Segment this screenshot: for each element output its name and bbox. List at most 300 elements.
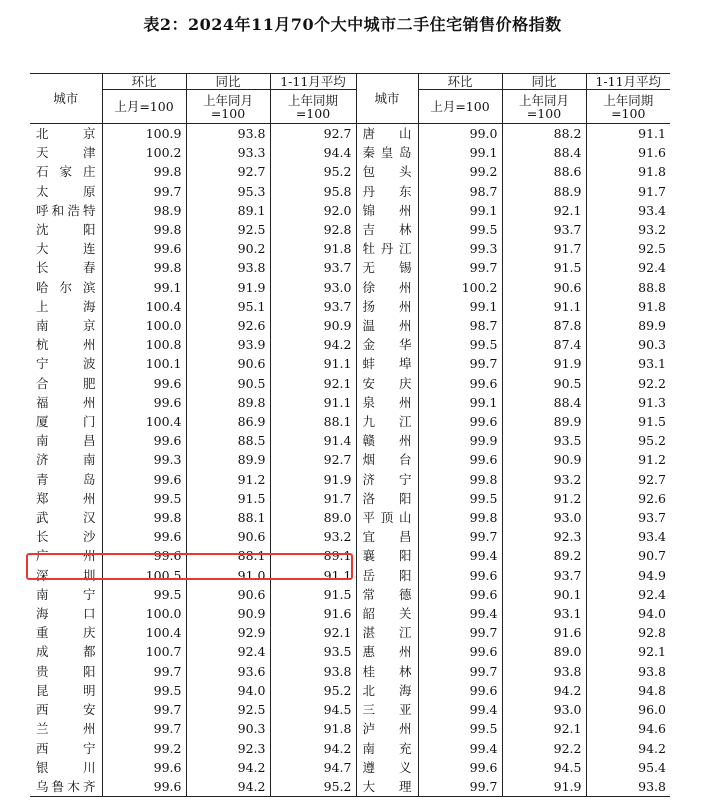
cell-left-ytd: 90.9 [270,316,356,335]
header-mom-base-left: 上月=100 [102,90,186,124]
cell-right-yoy: 89.9 [502,412,586,431]
cell-right-city: 大理 [356,777,418,797]
cell-left-ytd: 94.7 [270,758,356,777]
cell-left-city: 重庆 [36,625,96,641]
cell-right-mom: 99.8 [418,508,502,527]
cell-right-mom: 99.7 [418,777,502,797]
table-row [30,335,670,354]
cell-left-mom: 99.3 [102,450,186,469]
header-yoy-right: 同比 [502,74,586,90]
cell-right-mom: 99.5 [418,489,502,508]
cell-left-city: 广州 [36,548,96,564]
cell-left-mom: 99.5 [102,585,186,604]
cell-right-ytd: 94.2 [586,739,670,758]
table-row [30,719,670,738]
cell-left-yoy: 88.1 [186,546,270,565]
cell-right-city: 金华 [356,335,418,354]
price-index-table-wrapper [30,73,670,797]
yoy-base-line2: =100 [210,105,246,121]
cell-right-ytd: 90.7 [586,546,670,565]
cell-right-city: 遵义 [356,758,418,777]
cell-left-yoy: 90.9 [186,604,270,623]
cell-right-yoy: 93.1 [502,604,586,623]
cell-right-city: 襄阳 [356,546,418,565]
cell-right-city: 吉林 [356,220,418,239]
cell-left-mom: 99.6 [102,470,186,489]
cell-left-yoy: 93.9 [186,335,270,354]
cell-left-mom: 99.2 [102,739,186,758]
cell-left-mom: 99.7 [102,719,186,738]
cell-right-city: 湛江 [356,623,418,642]
cell-right-yoy: 93.5 [502,431,586,450]
cell-right-ytd: 92.8 [586,623,670,642]
cell-left-ytd: 91.8 [270,239,356,258]
cell-right-ytd: 91.5 [586,412,670,431]
cell-left-city: 南京 [36,318,96,334]
ytd-base-line2: =100 [611,105,646,121]
cell-left-yoy: 92.9 [186,623,270,642]
cell-left-ytd: 92.1 [270,623,356,642]
cell-left-city: 杭州 [36,337,96,353]
cell-right-city: 温州 [356,316,418,335]
table-row [30,220,670,239]
cell-right-yoy: 88.4 [502,393,586,412]
cell-left-ytd: 92.1 [270,374,356,393]
cell-right-yoy: 89.0 [502,642,586,661]
cell-right-city: 无锡 [356,258,418,277]
table-body [30,124,670,797]
cell-right-mom: 99.6 [418,450,502,469]
cell-left-city: 太原 [36,183,96,199]
cell-left-mom: 100.9 [102,124,186,144]
cell-left-city: 合肥 [36,375,96,391]
table-row [30,412,670,431]
cell-right-mom: 99.3 [418,239,502,258]
table-row [30,623,670,642]
cell-left-yoy: 93.3 [186,143,270,162]
cell-left-mom: 100.4 [102,297,186,316]
header-mom-right: 环比 [418,74,502,90]
cell-left-mom: 100.4 [102,412,186,431]
cell-right-city: 惠州 [356,642,418,661]
cell-left-yoy: 89.8 [186,393,270,412]
cell-right-mom: 99.1 [418,297,502,316]
cell-left-city: 长沙 [36,529,96,545]
cell-right-mom: 99.8 [418,470,502,489]
cell-right-yoy: 91.9 [502,777,586,797]
cell-right-ytd: 89.9 [586,316,670,335]
cell-right-yoy: 87.8 [502,316,586,335]
cell-right-mom: 98.7 [418,182,502,201]
cell-left-mom: 99.8 [102,220,186,239]
cell-left-yoy: 90.5 [186,374,270,393]
cell-right-ytd: 93.4 [586,201,670,220]
cell-left-ytd: 92.7 [270,450,356,469]
cell-left-ytd: 91.4 [270,431,356,450]
highlight-box [26,553,353,580]
cell-left-city: 大连 [36,241,96,257]
cell-left-mom: 100.4 [102,623,186,642]
cell-left-mom: 99.8 [102,162,186,181]
cell-right-mom: 99.7 [418,527,502,546]
cell-left-city: 郑州 [36,490,96,506]
cell-left-yoy: 91.9 [186,278,270,297]
cell-right-city: 南充 [356,739,418,758]
cell-left-ytd: 91.6 [270,604,356,623]
cell-left-city: 西安 [36,702,96,718]
cell-left-yoy: 93.8 [186,124,270,144]
cell-right-mom: 99.4 [418,739,502,758]
cell-right-yoy: 87.4 [502,335,586,354]
header-yoy-left: 同比 [186,74,270,90]
cell-right-ytd: 94.9 [586,566,670,585]
header-mom-left: 环比 [102,74,186,90]
cell-left-ytd: 92.7 [270,124,356,144]
cell-right-city: 常德 [356,585,418,604]
cell-right-mom: 99.5 [418,719,502,738]
table-row [30,278,670,297]
cell-right-yoy: 93.7 [502,566,586,585]
cell-left-yoy: 91.5 [186,489,270,508]
header-city-right: 城市 [356,74,418,124]
cell-right-yoy: 94.5 [502,758,586,777]
cell-left-ytd: 92.8 [270,220,356,239]
cell-left-yoy: 88.5 [186,431,270,450]
cell-left-ytd: 93.5 [270,642,356,661]
cell-left-mom: 99.6 [102,758,186,777]
cell-right-yoy: 91.6 [502,623,586,642]
cell-right-yoy: 93.7 [502,220,586,239]
cell-right-yoy: 91.7 [502,239,586,258]
cell-left-yoy: 92.5 [186,700,270,719]
cell-left-ytd: 91.5 [270,585,356,604]
cell-left-ytd: 91.9 [270,470,356,489]
ytd-base-line1: 上年同期 [603,92,654,108]
cell-right-city: 岳阳 [356,566,418,585]
cell-right-yoy: 89.2 [502,546,586,565]
cell-right-yoy: 93.2 [502,470,586,489]
cell-right-mom: 99.5 [418,220,502,239]
cell-right-ytd: 93.8 [586,777,670,797]
cell-left-yoy: 92.4 [186,642,270,661]
cell-right-yoy: 91.1 [502,297,586,316]
cell-left-yoy: 92.5 [186,220,270,239]
cell-left-mom: 99.7 [102,662,186,681]
cell-right-mom: 99.6 [418,412,502,431]
cell-right-mom: 99.7 [418,258,502,277]
cell-right-ytd: 94.0 [586,604,670,623]
cell-right-yoy: 91.9 [502,354,586,373]
cell-left-city: 天津 [36,145,96,161]
cell-left-mom: 99.6 [102,546,186,565]
cell-right-ytd: 95.4 [586,758,670,777]
cell-right-ytd: 88.8 [586,278,670,297]
cell-right-city: 秦皇岛 [356,143,418,162]
cell-left-city: 福州 [36,394,96,410]
table-row [30,681,670,700]
header-ytd-base-right [586,90,670,124]
cell-right-city: 泸州 [356,719,418,738]
header-city-left: 城市 [30,74,102,124]
cell-right-mom: 99.6 [418,681,502,700]
cell-left-city: 济南 [36,452,96,468]
cell-left-mom: 99.6 [102,527,186,546]
yoy-base-line1: 上年同月 [518,92,569,108]
table-row [30,143,670,162]
table-row [30,239,670,258]
cell-right-ytd: 92.2 [586,374,670,393]
cell-left-city: 哈尔滨 [36,279,96,295]
cell-right-ytd: 91.1 [586,124,670,144]
cell-right-yoy: 91.2 [502,489,586,508]
cell-right-mom: 99.1 [418,393,502,412]
cell-right-city: 安庆 [356,374,418,393]
cell-left-city: 深圳 [36,567,96,583]
cell-left-mom: 99.6 [102,777,186,797]
cell-left-mom: 100.8 [102,335,186,354]
cell-right-mom: 99.1 [418,143,502,162]
cell-right-ytd: 93.2 [586,220,670,239]
cell-left-ytd: 95.2 [270,162,356,181]
cell-left-yoy: 92.6 [186,316,270,335]
cell-right-mom: 99.7 [418,354,502,373]
cell-left-mom: 99.1 [102,278,186,297]
cell-left-city: 厦门 [36,414,96,430]
cell-right-yoy: 92.3 [502,527,586,546]
cell-right-yoy: 92.1 [502,719,586,738]
table-header [30,74,670,124]
cell-left-ytd: 89.1 [270,546,356,565]
cell-left-yoy: 90.3 [186,719,270,738]
cell-right-mom: 99.9 [418,431,502,450]
cell-right-city: 桂林 [356,662,418,681]
cell-left-city: 宁波 [36,356,96,372]
cell-left-city: 北京 [36,126,96,141]
cell-left-yoy: 91.2 [186,470,270,489]
ytd-base-line1: 上年同期 [287,92,338,108]
cell-left-mom: 100.5 [102,566,186,585]
cell-left-yoy: 94.0 [186,681,270,700]
cell-right-ytd: 91.8 [586,162,670,181]
cell-left-city: 银川 [36,759,96,775]
cell-left-city: 沈阳 [36,222,96,238]
cell-right-city: 包头 [356,162,418,181]
cell-right-ytd: 92.6 [586,489,670,508]
cell-left-yoy: 95.1 [186,297,270,316]
cell-right-mom: 98.7 [418,316,502,335]
cell-left-city: 长春 [36,260,96,276]
table-row [30,739,670,758]
cell-right-yoy: 90.1 [502,585,586,604]
cell-right-mom: 99.7 [418,662,502,681]
cell-right-ytd: 91.8 [586,297,670,316]
cell-left-yoy: 91.0 [186,566,270,585]
cell-left-ytd: 89.0 [270,508,356,527]
cell-right-ytd: 92.7 [586,470,670,489]
cell-left-ytd: 93.8 [270,662,356,681]
cell-left-mom: 100.7 [102,642,186,661]
cell-left-yoy: 86.9 [186,412,270,431]
cell-right-city: 洛阳 [356,489,418,508]
table-row [30,258,670,277]
cell-left-yoy: 94.2 [186,777,270,797]
cell-right-ytd: 92.1 [586,642,670,661]
cell-right-city: 扬州 [356,297,418,316]
cell-left-ytd: 88.1 [270,412,356,431]
cell-right-mom: 100.2 [418,278,502,297]
cell-left-ytd: 93.7 [270,258,356,277]
table-row [30,777,670,797]
cell-left-ytd: 95.2 [270,777,356,797]
cell-right-city: 烟台 [356,450,418,469]
cell-left-ytd: 94.2 [270,739,356,758]
cell-left-yoy: 94.2 [186,758,270,777]
cell-right-ytd: 93.4 [586,527,670,546]
cell-left-yoy: 90.2 [186,239,270,258]
cell-left-mom: 100.0 [102,316,186,335]
cell-left-city: 南昌 [36,433,96,449]
table-title: 表2：2024年11月70个大中城市二手住宅销售价格指数 [143,15,562,34]
cell-left-mom: 100.2 [102,143,186,162]
cell-right-city: 济宁 [356,470,418,489]
cell-left-ytd: 93.0 [270,278,356,297]
cell-right-city: 泉州 [356,393,418,412]
table-row [30,354,670,373]
yoy-base-line2: =100 [526,105,562,121]
cell-left-mom: 99.6 [102,431,186,450]
cell-left-yoy: 89.1 [186,201,270,220]
table-row [30,162,670,181]
cell-right-ytd: 92.4 [586,258,670,277]
cell-right-mom: 99.6 [418,758,502,777]
cell-left-city: 南宁 [36,586,96,602]
cell-right-ytd: 91.7 [586,182,670,201]
cell-right-yoy: 90.9 [502,450,586,469]
cell-right-city: 赣州 [356,431,418,450]
table-row [30,585,670,604]
header-ytd-base-left [270,90,356,124]
cell-left-city: 上海 [36,298,96,314]
table-row [30,316,670,335]
cell-right-city: 徐州 [356,278,418,297]
cell-right-mom: 99.2 [418,162,502,181]
cell-left-yoy: 88.1 [186,508,270,527]
cell-left-yoy: 89.9 [186,450,270,469]
cell-right-ytd: 94.6 [586,719,670,738]
cell-right-mom: 99.0 [418,124,502,144]
cell-left-ytd: 91.8 [270,719,356,738]
cell-left-ytd: 91.1 [270,566,356,585]
cell-left-mom: 99.6 [102,393,186,412]
table-row [30,508,670,527]
cell-right-yoy: 93.0 [502,508,586,527]
cell-right-city: 唐山 [356,124,418,144]
cell-right-ytd: 91.3 [586,393,670,412]
cell-left-yoy: 92.3 [186,739,270,758]
yoy-base-line1: 上年同月 [202,92,253,108]
table-row [30,374,670,393]
table-row [30,393,670,412]
cell-left-city: 兰州 [36,721,96,737]
cell-left-city: 石家庄 [36,164,96,180]
table-row [30,470,670,489]
cell-right-yoy: 92.2 [502,739,586,758]
cell-left-mom: 99.6 [102,239,186,258]
cell-right-yoy: 88.6 [502,162,586,181]
cell-right-mom: 99.6 [418,642,502,661]
cell-right-ytd: 93.7 [586,508,670,527]
table-row [30,450,670,469]
cell-left-city: 昆明 [36,682,96,698]
cell-right-mom: 99.4 [418,546,502,565]
header-ytd-right: 1-11月平均 [586,74,670,90]
cell-left-yoy: 90.6 [186,527,270,546]
cell-left-ytd: 95.2 [270,681,356,700]
cell-left-city: 西宁 [36,740,96,756]
table-row [30,489,670,508]
cell-left-city: 青岛 [36,471,96,487]
table-row [30,527,670,546]
cell-left-mom: 99.5 [102,489,186,508]
cell-right-yoy: 94.2 [502,681,586,700]
cell-left-city: 贵阳 [36,663,96,679]
cell-right-yoy: 90.6 [502,278,586,297]
cell-right-ytd: 96.0 [586,700,670,719]
cell-left-ytd: 91.7 [270,489,356,508]
cell-left-ytd: 93.2 [270,527,356,546]
cell-left-ytd: 94.5 [270,700,356,719]
cell-right-city: 韶关 [356,604,418,623]
cell-left-yoy: 93.6 [186,662,270,681]
header-yoy-base-right [502,90,586,124]
cell-left-ytd: 94.2 [270,335,356,354]
cell-left-city: 成都 [36,644,96,660]
cell-left-mom: 99.7 [102,182,186,201]
cell-left-ytd: 94.4 [270,143,356,162]
table-row [30,604,670,623]
price-index-table [30,73,670,797]
cell-right-ytd: 91.2 [586,450,670,469]
cell-right-yoy: 91.5 [502,258,586,277]
cell-right-mom: 99.6 [418,566,502,585]
cell-right-yoy: 88.9 [502,182,586,201]
cell-right-mom: 99.7 [418,623,502,642]
cell-left-ytd: 91.1 [270,393,356,412]
cell-right-mom: 99.6 [418,585,502,604]
cell-left-yoy: 90.6 [186,354,270,373]
cell-right-ytd: 93.1 [586,354,670,373]
cell-right-yoy: 88.4 [502,143,586,162]
cell-left-mom: 99.8 [102,508,186,527]
cell-left-city: 呼和浩特 [36,202,96,218]
cell-left-ytd: 92.0 [270,201,356,220]
cell-left-ytd: 93.7 [270,297,356,316]
cell-right-city: 宜昌 [356,527,418,546]
cell-right-ytd: 94.8 [586,681,670,700]
cell-left-yoy: 93.8 [186,258,270,277]
cell-right-city: 三亚 [356,700,418,719]
cell-right-ytd: 91.6 [586,143,670,162]
table-row [30,201,670,220]
cell-right-yoy: 90.5 [502,374,586,393]
cell-right-yoy: 88.2 [502,124,586,144]
cell-right-city: 丹东 [356,182,418,201]
cell-left-ytd: 91.1 [270,354,356,373]
cell-right-city: 平顶山 [356,508,418,527]
cell-left-mom: 99.5 [102,681,186,700]
cell-right-mom: 99.5 [418,335,502,354]
cell-right-ytd: 92.4 [586,585,670,604]
